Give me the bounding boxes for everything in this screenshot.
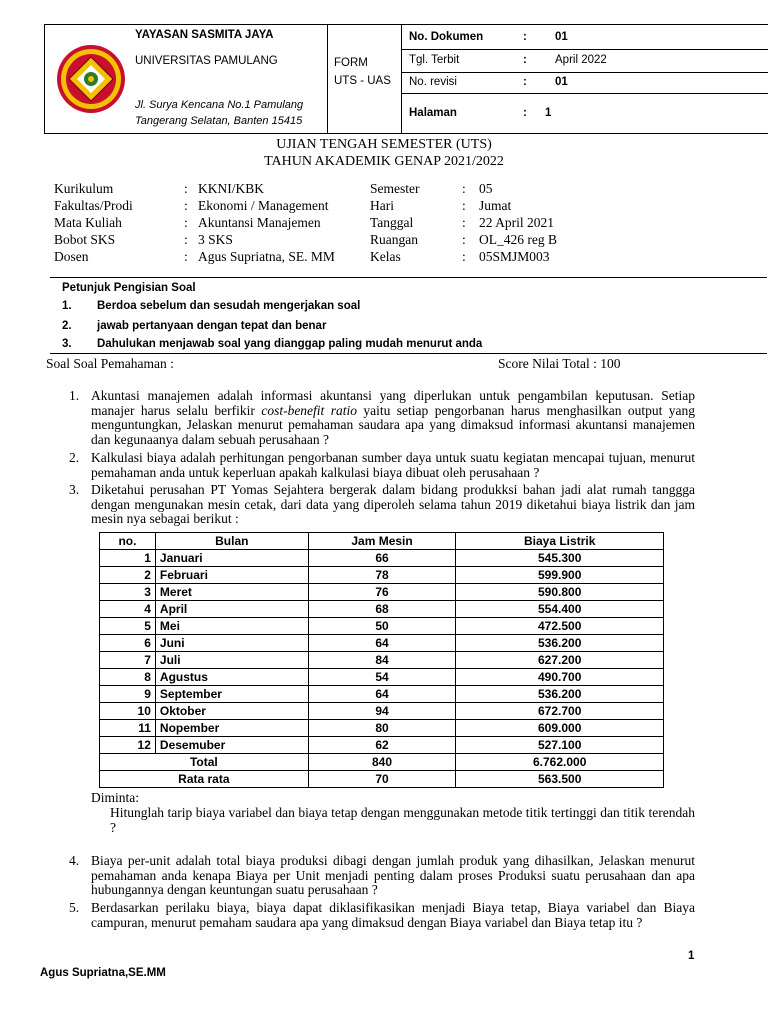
cell-cost: 627.200 bbox=[456, 652, 664, 669]
header-rule bbox=[401, 49, 768, 50]
info-label: Kelas bbox=[370, 249, 401, 264]
table-row bbox=[100, 720, 664, 737]
cell-cost: 672.700 bbox=[456, 703, 664, 720]
question-number: 3. bbox=[69, 482, 80, 497]
section-title: Soal Soal Pemahaman : bbox=[46, 356, 174, 371]
info-sep: : bbox=[462, 232, 466, 247]
cell-month: Agustus bbox=[155, 669, 308, 686]
info-sep: : bbox=[184, 215, 188, 230]
form-type: UTS - UAS bbox=[334, 75, 391, 87]
instruction-text: Berdoa sebelum dan sesudah mengerjakan soal bbox=[97, 300, 361, 312]
info-label: Dosen bbox=[54, 249, 89, 264]
machine-hours-table bbox=[99, 532, 664, 788]
cell-no: 9 bbox=[100, 686, 156, 703]
question-number: 1. bbox=[69, 388, 80, 403]
col-month-header: Bulan bbox=[155, 533, 308, 550]
exam-title: UJIAN TENGAH SEMESTER (UTS) bbox=[276, 137, 492, 152]
question-2: Kalkulasi biaya adalah perhitungan pengorbanan sumber daya untuk suatu kegiatan mencapai tujuan, menurut pemahaman anda untuk keperluan apakah kalkulasi biaya dibuat oleh perusahaan ? bbox=[91, 450, 695, 480]
cell-month: Oktober bbox=[155, 703, 308, 720]
instruction-text: Dahulukan menjawab soal yang dianggap paling mudah menurut anda bbox=[97, 338, 483, 350]
col-no-header: no. bbox=[100, 533, 156, 550]
cell-no: 10 bbox=[100, 703, 156, 720]
info-value: KKNI/KBK bbox=[198, 181, 264, 196]
cell-cost: 590.800 bbox=[456, 584, 664, 601]
cell-month: Nopember bbox=[155, 720, 308, 737]
exam-year: TAHUN AKADEMIK GENAP 2021/2022 bbox=[264, 154, 504, 169]
form-label: FORM bbox=[334, 57, 368, 69]
info-sep: : bbox=[462, 249, 466, 264]
info-sep: : bbox=[462, 198, 466, 213]
question-3: Diketahui perusahan PT Yomas Sejahtera bergerak dalam bidang produkksi bahan jadi alat rumah tanggga dengan mengunakan mesin cetak, dari data yang diperoleh selama tahun 2019 diketahui biaya listrik dan jam mesin nya sebagai berikut : bbox=[91, 482, 695, 526]
table-row bbox=[100, 686, 664, 703]
table-row bbox=[100, 703, 664, 720]
question-emphasis: cost-benefit ratio bbox=[261, 402, 357, 418]
table-row bbox=[100, 669, 664, 686]
table-row bbox=[100, 550, 664, 567]
info-value: 05 bbox=[479, 181, 493, 196]
info-label: Bobot SKS bbox=[54, 232, 116, 247]
info-sep: : bbox=[184, 198, 188, 213]
total-label: Total bbox=[100, 754, 309, 771]
footer-author: Agus Supriatna,SE.MM bbox=[40, 967, 166, 979]
cell-cost: 536.200 bbox=[456, 635, 664, 652]
info-value: 3 SKS bbox=[198, 232, 233, 247]
cell-hours: 84 bbox=[308, 652, 456, 669]
doc-number-value: 01 bbox=[555, 31, 568, 43]
info-sep: : bbox=[184, 249, 188, 264]
info-label: Hari bbox=[370, 198, 394, 213]
header-divider bbox=[401, 25, 402, 133]
question-5: Berdasarkan perilaku biaya, biaya dapat diklasifikasikan menjadi Biaya tetap, Biaya variabel dan Biaya campuran, menurut pemaham saudara apa yang dimaksud dengan Biaya variabel dan Biaya tetap itu ? bbox=[91, 900, 695, 930]
page-number: 1 bbox=[688, 950, 695, 962]
cell-month: Januari bbox=[155, 550, 308, 567]
cell-hours: 54 bbox=[308, 669, 456, 686]
cell-month: September bbox=[155, 686, 308, 703]
cell-cost: 554.400 bbox=[456, 601, 664, 618]
info-label: Fakultas/Prodi bbox=[54, 198, 133, 213]
instruction-text: jawab pertanyaan dengan tepat dan benar bbox=[97, 320, 327, 332]
page-label: Halaman bbox=[409, 107, 457, 119]
info-label: Semester bbox=[370, 181, 420, 196]
info-value: Ekonomi / Management bbox=[198, 198, 329, 213]
question-text: yaitu setiap pengorbanan harus menghasilkan output yang menguntungkan, Jelaskan menurut pemahaman saudara apa yang dimaksud informasi akuntansi manajemen dan kegunaanya dalam sebuah perusahaan ? bbox=[91, 402, 696, 447]
cell-month: Februari bbox=[155, 567, 308, 584]
cell-hours: 62 bbox=[308, 737, 456, 754]
header-rule bbox=[401, 72, 768, 73]
instruction-number: 1. bbox=[62, 300, 72, 312]
cell-cost: 472.500 bbox=[456, 618, 664, 635]
info-value: Akuntansi Manajemen bbox=[198, 215, 321, 230]
requirement-label: Diminta: bbox=[91, 790, 139, 805]
cell-hours: 76 bbox=[308, 584, 456, 601]
instruction-number: 3. bbox=[62, 338, 72, 350]
cell-hours: 78 bbox=[308, 567, 456, 584]
cell-cost: 527.100 bbox=[456, 737, 664, 754]
question-number: 2. bbox=[69, 450, 80, 465]
cell-cost: 490.700 bbox=[456, 669, 664, 686]
table-row bbox=[100, 635, 664, 652]
average-cost: 563.500 bbox=[456, 771, 664, 788]
cell-hours: 66 bbox=[308, 550, 456, 567]
address-line-1: Jl. Surya Kencana No.1 Pamulang bbox=[135, 99, 304, 111]
issue-date-sep: : bbox=[523, 54, 527, 66]
requirement-text: Hitunglah tarip biaya variabel dan biaya tetap dengan menggunakan metode titik tertinggi dan titik terendah ? bbox=[110, 805, 695, 835]
info-sep: : bbox=[184, 181, 188, 196]
info-sep: : bbox=[184, 232, 188, 247]
instructions-title: Petunjuk Pengisian Soal bbox=[62, 282, 196, 294]
cell-hours: 68 bbox=[308, 601, 456, 618]
university-name: UNIVERSITAS PAMULANG bbox=[135, 55, 278, 67]
cell-month: Juni bbox=[155, 635, 308, 652]
university-logo bbox=[55, 43, 127, 115]
table-row bbox=[100, 618, 664, 635]
cell-no: 12 bbox=[100, 737, 156, 754]
average-label: Rata rata bbox=[100, 771, 309, 788]
revision-sep: : bbox=[523, 76, 527, 88]
cell-no: 7 bbox=[100, 652, 156, 669]
header-divider bbox=[327, 25, 328, 133]
cell-no: 3 bbox=[100, 584, 156, 601]
cell-month: Mei bbox=[155, 618, 308, 635]
doc-number-label: No. Dokumen bbox=[409, 31, 484, 43]
cell-month: April bbox=[155, 601, 308, 618]
table-row bbox=[100, 652, 664, 669]
table-row bbox=[100, 737, 664, 754]
foundation-name: YAYASAN SASMITA JAYA bbox=[135, 29, 274, 41]
cell-hours: 64 bbox=[308, 686, 456, 703]
cell-no: 6 bbox=[100, 635, 156, 652]
info-value: 22 April 2021 bbox=[479, 215, 555, 230]
instruction-number: 2. bbox=[62, 320, 72, 332]
issue-date-value: April 2022 bbox=[555, 54, 607, 66]
col-hours-header: Jam Mesin bbox=[308, 533, 456, 550]
col-cost-header: Biaya Listrik bbox=[456, 533, 664, 550]
cell-cost: 599.900 bbox=[456, 567, 664, 584]
info-value: OL_426 reg B bbox=[479, 232, 557, 247]
table-row bbox=[100, 584, 664, 601]
cell-cost: 609.000 bbox=[456, 720, 664, 737]
info-label: Kurikulum bbox=[54, 181, 114, 196]
page-value: 1 bbox=[545, 107, 552, 119]
cell-cost: 545.300 bbox=[456, 550, 664, 567]
cell-month: Desemuber bbox=[155, 737, 308, 754]
cell-hours: 64 bbox=[308, 635, 456, 652]
section-divider bbox=[50, 277, 767, 278]
revision-label: No. revisi bbox=[409, 76, 457, 88]
cell-month: Meret bbox=[155, 584, 308, 601]
cell-no: 11 bbox=[100, 720, 156, 737]
question-number: 4. bbox=[69, 853, 80, 868]
info-label: Tanggal bbox=[370, 215, 414, 230]
info-label: Ruangan bbox=[370, 232, 418, 247]
info-value: 05SMJM003 bbox=[479, 249, 550, 264]
cell-month: Juli bbox=[155, 652, 308, 669]
question-number: 5. bbox=[69, 900, 80, 915]
table-total-row bbox=[100, 754, 664, 771]
revision-value: 01 bbox=[555, 76, 568, 88]
cell-hours: 80 bbox=[308, 720, 456, 737]
score-total: Score Nilai Total : 100 bbox=[498, 356, 621, 371]
section-divider bbox=[50, 353, 767, 354]
table-row bbox=[100, 601, 664, 618]
document-header bbox=[44, 24, 768, 134]
info-sep: : bbox=[462, 215, 466, 230]
cell-no: 1 bbox=[100, 550, 156, 567]
question-text: Akuntasi manajemen adalah informasi akuntansi yang diperlukan untuk pengambilan keputusan. Setiap manajer harus selalu berfikir bbox=[91, 388, 695, 418]
doc-number-sep: : bbox=[523, 31, 527, 43]
info-label: Mata Kuliah bbox=[54, 215, 122, 230]
table-header-row bbox=[100, 533, 664, 550]
cell-no: 2 bbox=[100, 567, 156, 584]
cell-no: 8 bbox=[100, 669, 156, 686]
question-4: Biaya per-unit adalah total biaya produksi dibagi dengan jumlah produk yang dihasilkan, Jelaskan menurut pemahaman anda kenapa Biaya per Unit menjadi penting dalam proses Produksi suatu perusahaan dan apa hubungannya dengan keuntungan suatu perusahaan ? bbox=[91, 853, 695, 897]
cell-no: 4 bbox=[100, 601, 156, 618]
total-cost: 6.762.000 bbox=[456, 754, 664, 771]
total-hours: 840 bbox=[308, 754, 456, 771]
table-row bbox=[100, 567, 664, 584]
header-rule bbox=[401, 93, 768, 94]
cell-no: 5 bbox=[100, 618, 156, 635]
page-sep: : bbox=[523, 107, 527, 119]
average-hours: 70 bbox=[308, 771, 456, 788]
table-average-row bbox=[100, 771, 664, 788]
info-value: Agus Supriatna, SE. MM bbox=[198, 249, 335, 264]
cell-hours: 50 bbox=[308, 618, 456, 635]
cell-hours: 94 bbox=[308, 703, 456, 720]
info-value: Jumat bbox=[479, 198, 512, 213]
info-sep: : bbox=[462, 181, 466, 196]
cell-cost: 536.200 bbox=[456, 686, 664, 703]
question-1 bbox=[91, 389, 695, 447]
issue-date-label: Tgl. Terbit bbox=[409, 54, 460, 66]
address-line-2: Tangerang Selatan, Banten 15415 bbox=[135, 115, 303, 127]
